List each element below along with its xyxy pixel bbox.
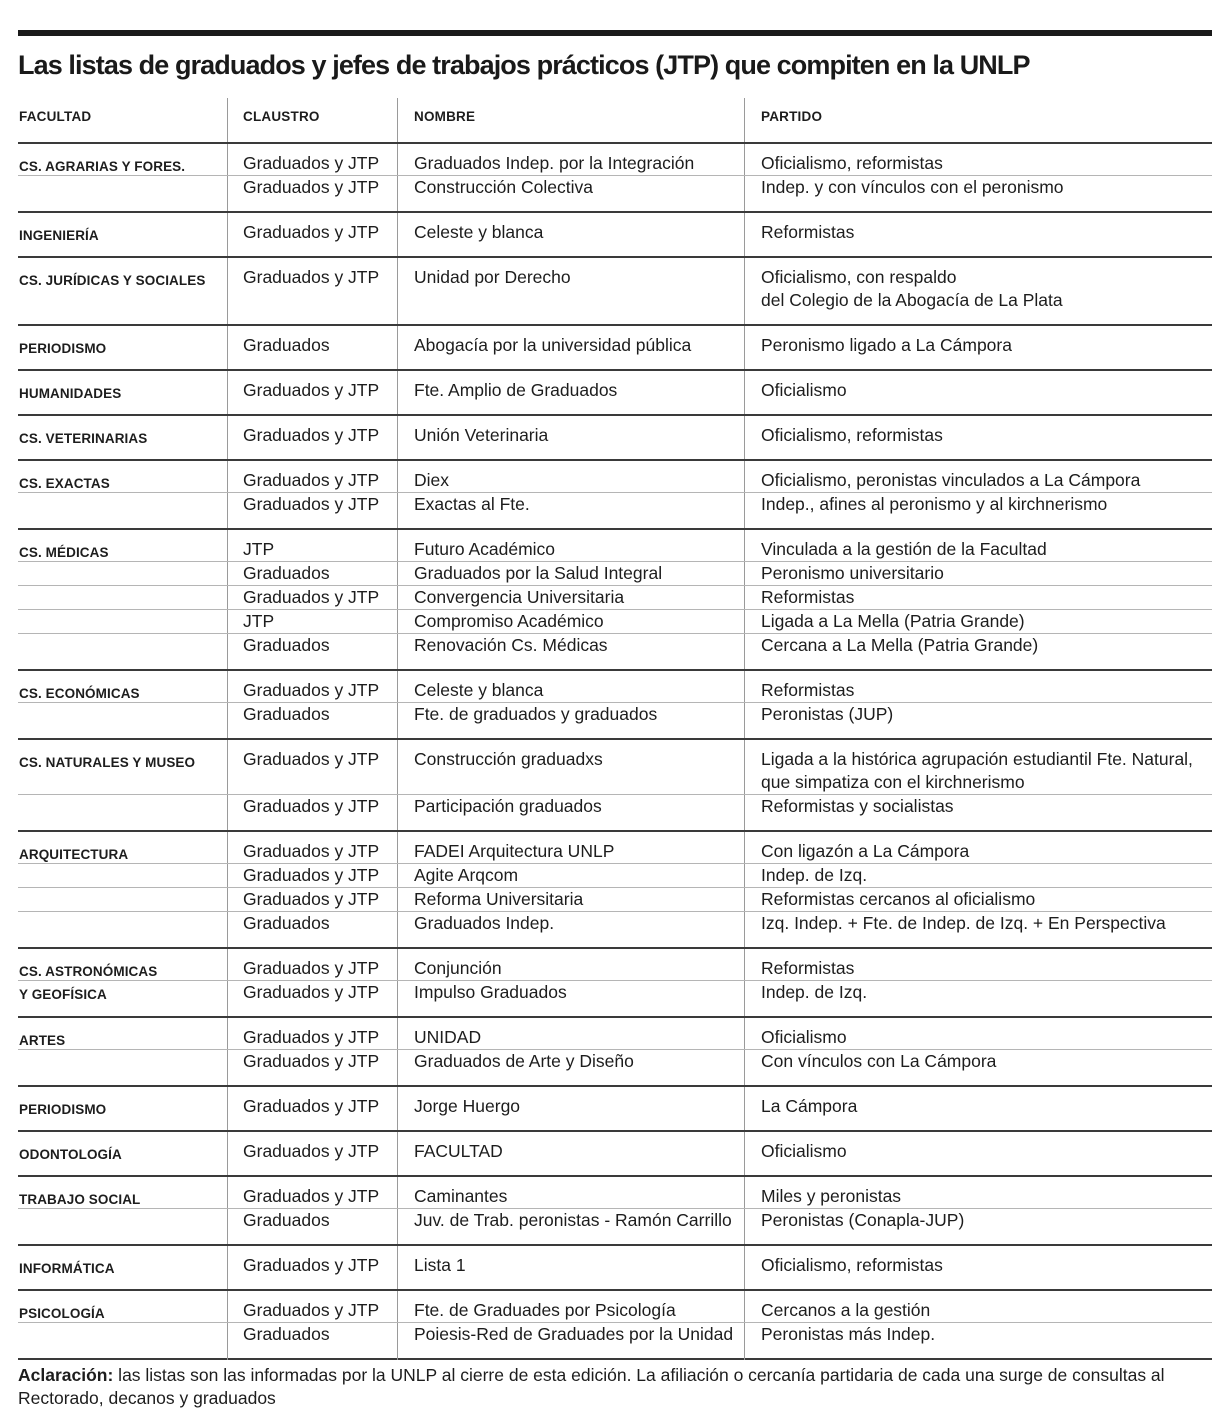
nombre-cell: Celeste y blanca [414,680,544,700]
partido-line: Peronismo universitario [761,563,944,583]
table-row [18,221,1212,244]
faculty-group [18,256,1212,324]
faculty-name-line: CS. ASTRONÓMICAS [19,964,158,979]
faculty-group [18,1289,1212,1358]
partido-line: Oficialismo, con respaldo [761,267,957,287]
partido-cell [761,795,954,818]
table-row [18,679,1212,703]
partido-cell [761,634,1038,657]
partido-cell [761,586,854,609]
partido-line: Reformistas [761,958,855,978]
partido-line: Izq. Indep. + Fte. de Indep. de Izq. + En Perspectiva [761,913,1166,933]
partido-cell [761,538,1047,561]
top-rule [18,30,1212,36]
claustro-cell: Graduados [243,335,330,355]
nombre-cell: Unidad por Derecho [414,267,571,287]
nombre-cell: Reforma Universitaria [414,889,584,909]
table-row [18,981,1212,1004]
table-row [18,1026,1212,1050]
nombre-cell: Graduados Indep. [414,913,555,933]
partido-line: Vinculada a la gestión de la Facultad [761,539,1047,559]
claustro-cell: Graduados y JTP [243,889,380,909]
claustro-cell: Graduados y JTP [243,796,380,816]
faculty-group [18,1130,1212,1175]
partido-cell [761,1209,964,1232]
claustro-cell: Graduados y JTP [243,177,380,197]
partido-cell [761,152,943,175]
faculty-name-line: INGENIERÍA [19,228,99,243]
faculty-group [18,830,1212,947]
table-row [18,634,1212,657]
nombre-cell: Convergencia Universitaria [414,587,625,607]
faculty-name-line: Y GEOFÍSICA [19,987,107,1002]
partido-line: Oficialismo, reformistas [761,1255,943,1275]
partido-line: Reformistas y socialistas [761,796,954,816]
nombre-cell: Graduados Indep. por la Integración [414,153,695,173]
partido-cell [761,1299,930,1322]
faculty-name-line: ODONTOLOGÍA [19,1147,122,1162]
nombre-cell: Unión Veterinaria [414,425,549,445]
nombre-cell: Celeste y blanca [414,222,544,242]
table-body [18,142,1212,1358]
header-partido: PARTIDO [761,109,823,124]
table-row [18,840,1212,864]
nombre-cell: Fte. de Graduades por Psicología [414,1300,676,1320]
claustro-cell: Graduados y JTP [243,749,380,769]
partido-line: Indep. de Izq. [761,982,868,1002]
faculty-name-line: HUMANIDADES [19,386,122,401]
faculty-group [18,669,1212,738]
partido-line: Con ligazón a La Cámpora [761,841,970,861]
nombre-cell: Juv. de Trab. peronistas - Ramón Carrillo [414,1210,732,1230]
table-row [18,493,1212,516]
claustro-cell: Graduados y JTP [243,587,380,607]
claustro-cell: Graduados y JTP [243,1141,380,1161]
claustro-cell: Graduados [243,1324,330,1344]
partido-cell [761,176,1064,199]
faculty-group [18,369,1212,414]
claustro-cell: Graduados y JTP [243,1255,380,1275]
claustro-cell: Graduados y JTP [243,470,380,490]
claustro-cell: Graduados [243,704,330,724]
nombre-cell: Construcción Colectiva [414,177,593,197]
table-row [18,424,1212,447]
partido-line: Indep. y con vínculos con el peronismo [761,177,1064,197]
partido-line: La Cámpora [761,1096,858,1116]
faculty-name-line: ARTES [19,1033,66,1048]
table-bottom-rule [18,1358,1212,1360]
partido-line: Oficialismo, reformistas [761,425,943,445]
claustro-cell: Graduados [243,1210,330,1230]
nombre-cell: Lista 1 [414,1255,466,1275]
nombre-cell: Graduados por la Salud Integral [414,563,663,583]
faculty-group [18,738,1212,830]
page-title: Las listas de graduados y jefes de trabajos prácticos (JTP) que compiten en la UNLP [18,50,1030,80]
partido-cell [761,912,1166,935]
partido-line: Peronistas más Indep. [761,1324,936,1344]
nombre-cell: Impulso Graduados [414,982,567,1002]
partido-cell [761,1185,901,1208]
nombre-cell: Construcción graduadxs [414,749,603,769]
faculty-name-line: CS. NATURALES Y MUSEO [19,755,196,770]
table-row [18,1209,1212,1232]
claustro-cell: Graduados y JTP [243,841,380,861]
table-row [18,957,1212,981]
table-row [18,864,1212,888]
partido-cell [761,1026,847,1049]
partido-cell [761,864,867,887]
nombre-cell: Fte. Amplio de Graduados [414,380,618,400]
table-row [18,334,1212,357]
table-row [18,1095,1212,1118]
table-row [18,586,1212,610]
table-row [18,1254,1212,1277]
faculty-group [18,324,1212,369]
table-row [18,1299,1212,1323]
footnote-label: Aclaración: [18,1365,114,1385]
partido-cell [761,493,1107,516]
faculty-name-line: PSICOLOGÍA [19,1306,105,1321]
faculty-group [18,1175,1212,1244]
faculty-name-line: CS. ECONÓMICAS [19,686,140,701]
nombre-cell: Diex [414,470,450,490]
nombre-cell: Compromiso Académico [414,611,604,631]
nombre-cell: Renovación Cs. Médicas [414,635,608,655]
claustro-cell: Graduados [243,913,330,933]
partido-line: Con vínculos con La Cámpora [761,1051,997,1071]
table-row [18,152,1212,176]
partido-line: Reformistas [761,222,855,242]
partido-cell [761,1323,935,1346]
table-row [18,912,1212,935]
faculty-group [18,414,1212,459]
partido-line: Oficialismo [761,380,847,400]
faculty-name-line: PERIODISMO [19,341,107,356]
nombre-cell: Participación graduados [414,796,602,816]
nombre-cell: Agite Arqcom [414,865,519,885]
faculty-group [18,1016,1212,1085]
faculty-name-line: ARQUITECTURA [19,847,129,862]
partido-line: Miles y peronistas [761,1186,902,1206]
partido-cell [761,981,867,1004]
nombre-cell: Exactas al Fte. [414,494,530,514]
claustro-cell: Graduados y JTP [243,1300,380,1320]
table-row [18,795,1212,818]
table-row [18,1185,1212,1209]
partido-line: Cercanos a la gestión [761,1300,931,1320]
partido-line: Oficialismo [761,1027,847,1047]
table-header [18,98,1212,142]
faculty-name-line: CS. MÉDICAS [19,545,109,560]
faculty-name-line: CS. AGRARIAS Y FORES. [19,159,186,174]
table-row [18,703,1212,726]
faculty-group [18,459,1212,528]
partido-cell [761,888,1035,911]
table-row [18,469,1212,493]
partido-cell [761,1050,996,1073]
claustro-cell: Graduados y JTP [243,865,380,885]
claustro-cell: Graduados y JTP [243,1096,380,1116]
footnote [18,1364,1214,1410]
nombre-cell: Graduados de Arte y Diseño [414,1051,634,1071]
lists-table [18,98,1212,1360]
nombre-cell: Conjunción [414,958,502,978]
partido-cell [761,957,854,980]
claustro-cell: Graduados [243,635,330,655]
claustro-cell: Graduados y JTP [243,494,380,514]
nombre-cell: Abogacía por la universidad pública [414,335,692,355]
partido-line: Peronismo ligado a La Cámpora [761,335,1012,355]
partido-line: Reformistas [761,680,855,700]
table-row [18,538,1212,562]
claustro-cell: Graduados y JTP [243,222,380,242]
table-row [18,379,1212,402]
partido-line: Peronistas (Conapla-JUP) [761,1210,965,1230]
partido-line: Reformistas [761,587,855,607]
faculty-name-line: TRABAJO SOCIAL [19,1192,141,1207]
faculty-group [18,142,1212,211]
partido-line: que simpatiza con el kirchnerismo [761,772,1025,792]
partido-cell [761,266,1063,312]
claustro-cell: Graduados y JTP [243,267,380,287]
table-row [18,1140,1212,1163]
nombre-cell: UNIDAD [414,1027,482,1047]
nombre-cell: Caminantes [414,1186,508,1206]
faculty-group [18,1244,1212,1289]
partido-line: Indep. de Izq. [761,865,868,885]
partido-line: Ligada a la histórica agrupación estudiantil Fte. Natural, [761,749,1193,769]
partido-cell [761,748,1193,794]
claustro-cell: JTP [243,539,275,559]
faculty-group [18,947,1212,1016]
nombre-cell: Futuro Académico [414,539,556,559]
partido-cell [761,1254,943,1277]
partido-cell [761,562,944,585]
claustro-cell: Graduados y JTP [243,680,380,700]
table-row [18,266,1212,312]
partido-cell [761,334,1012,357]
partido-cell [761,424,943,447]
claustro-cell: Graduados y JTP [243,425,380,445]
claustro-cell: JTP [243,611,275,631]
partido-line: Cercana a La Mella (Patria Grande) [761,635,1039,655]
partido-line: Oficialismo, reformistas [761,153,943,173]
partido-cell [761,703,893,726]
claustro-cell: Graduados [243,563,330,583]
table-row [18,610,1212,634]
partido-line: Oficialismo, peronistas vinculados a La Cámpora [761,470,1141,490]
claustro-cell: Graduados y JTP [243,982,380,1002]
nombre-cell: Poiesis-Red de Graduades por la Unidad [414,1324,734,1344]
table-row [18,176,1212,199]
claustro-cell: Graduados y JTP [243,153,380,173]
table-row [18,1323,1212,1346]
faculty-group [18,528,1212,669]
nombre-cell: FACULTAD [414,1141,503,1161]
table-row [18,748,1212,795]
claustro-cell: Graduados y JTP [243,1027,380,1047]
claustro-cell: Graduados y JTP [243,380,380,400]
table-row [18,562,1212,586]
header-nombre: NOMBRE [414,109,476,124]
header-facultad: FACULTAD [19,109,92,124]
partido-cell [761,610,1025,633]
table-row [18,1050,1212,1073]
header-claustro: CLAUSTRO [243,109,320,124]
faculty-group [18,1085,1212,1130]
partido-line: Reformistas cercanos al oficialismo [761,889,1036,909]
claustro-cell: Graduados y JTP [243,1186,380,1206]
footnote-text: las listas son las informadas por la UNLP al cierre de esta edición. La afiliación o cercanía partidaria de cada una surge de consultas al Rectorado, decanos y graduados [18,1365,1165,1408]
partido-cell [761,469,1140,492]
faculty-name-line: INFORMÁTICA [19,1261,115,1276]
claustro-cell: Graduados y JTP [243,958,380,978]
partido-cell [761,679,854,702]
faculty-name-line: CS. JURÍDICAS Y SOCIALES [19,273,206,288]
faculty-group [18,211,1212,256]
nombre-cell: Fte. de graduados y graduados [414,704,658,724]
nombre-cell: FADEI Arquitectura UNLP [414,841,615,861]
partido-cell [761,1095,857,1118]
faculty-name-line: PERIODISMO [19,1102,107,1117]
faculty-name-line: CS. VETERINARIAS [19,431,148,446]
partido-line: Ligada a La Mella (Patria Grande) [761,611,1025,631]
claustro-cell: Graduados y JTP [243,1051,380,1071]
table-row [18,888,1212,912]
partido-line: Oficialismo [761,1141,847,1161]
partido-line: Peronistas (JUP) [761,704,894,724]
faculty-name-line: CS. EXACTAS [19,476,110,491]
partido-line: del Colegio de la Abogacía de La Plata [761,290,1063,310]
partido-cell [761,840,969,863]
partido-cell [761,221,854,244]
nombre-cell: Jorge Huergo [414,1096,521,1116]
partido-cell [761,379,847,402]
partido-line: Indep., afines al peronismo y al kirchnerismo [761,494,1108,514]
partido-cell [761,1140,847,1163]
